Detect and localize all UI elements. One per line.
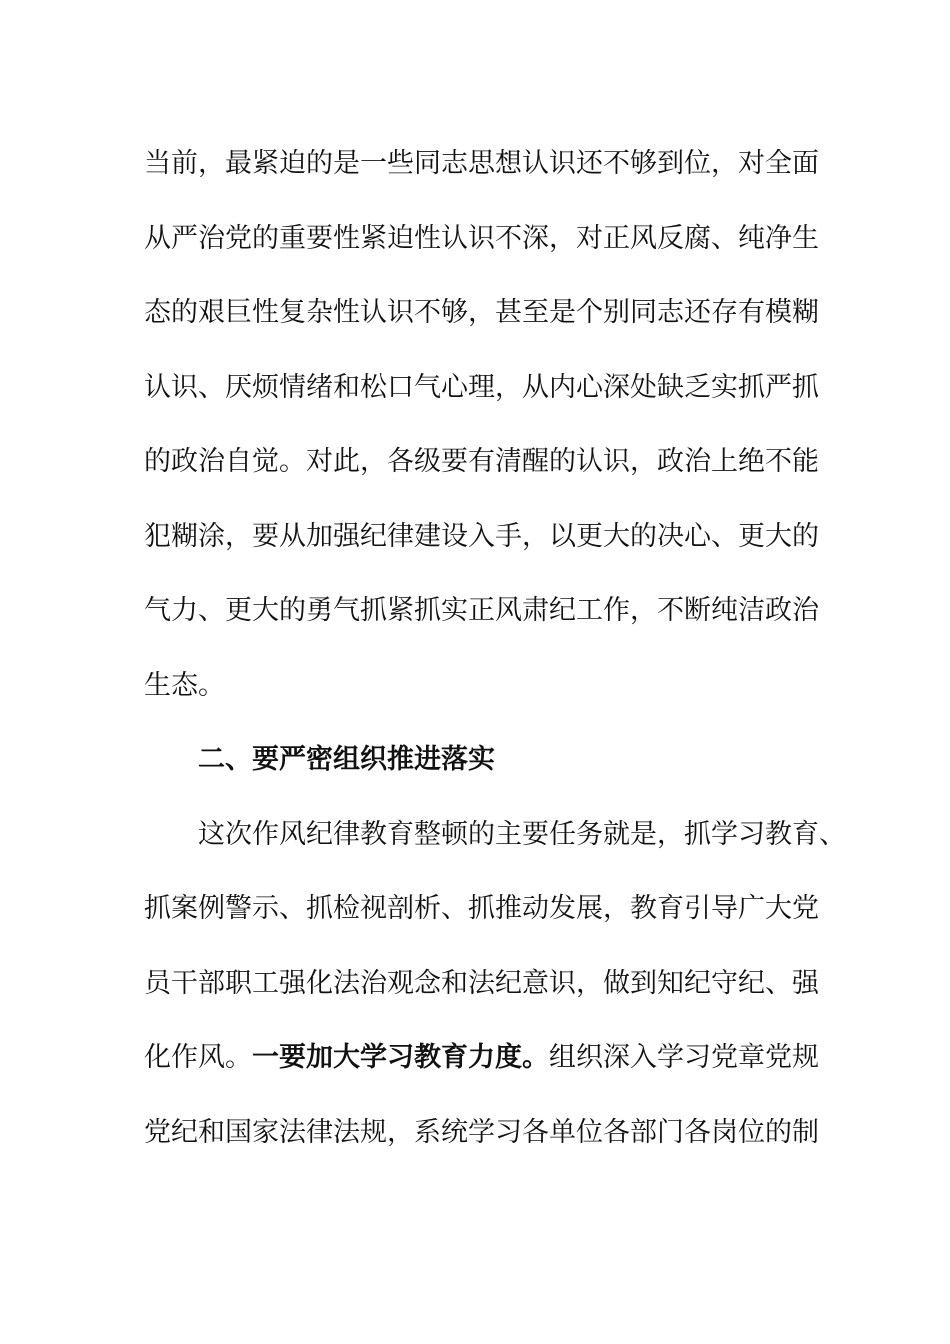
section-heading: 二、要严密组织推进落实 [198, 744, 495, 775]
text-line: 党纪和国家法律法规，系统学习各单位各部门各岗位的制 [144, 1116, 819, 1148]
text-line: 员干部职工强化法治观念和法纪意识，做到知纪守纪、强 [144, 967, 819, 999]
paragraph-1 [144, 127, 844, 723]
text-line: 生态。 [144, 669, 225, 701]
text-line: 抓案例警示、抓检视剖析、抓推动发展，教育引导广大党 [144, 893, 819, 924]
bold-subheading: 一要加大学习教育力度。 [252, 1042, 549, 1073]
text-line: 认识、厌烦情绪和松口气心理，从内心深处缺乏实抓严抓 [144, 371, 819, 403]
text-line: 的政治自觉。对此，各级要有清醒的认识，政治上绝不能 [144, 446, 819, 477]
text-run: 化作风。 [144, 1042, 252, 1073]
text-line: 这次作风纪律教育整顿的主要任务就是，抓学习教育、 [198, 818, 846, 850]
text-line: 犯糊涂，要从加强纪律建设入手，以更大的决心、更大的 [144, 520, 819, 552]
text-line: 气力、更大的勇气抓紧抓实正风肃纪工作，不断纯洁政治 [144, 595, 819, 626]
text-line: 态的艰巨性复杂性认识不够，甚至是个别同志还存有模糊 [144, 297, 819, 328]
text-line: 从严治党的重要性紧迫性认识不深，对正风反腐、纯净生 [144, 222, 819, 254]
document-body [144, 127, 844, 1170]
text-line: 当前，最紧迫的是一些同志思想认识还不够到位，对全面 [144, 148, 819, 179]
paragraph-2 [144, 798, 844, 1171]
text-run: 组织深入学习党章党规 [549, 1042, 819, 1073]
text-line-mixed [144, 1021, 844, 1096]
